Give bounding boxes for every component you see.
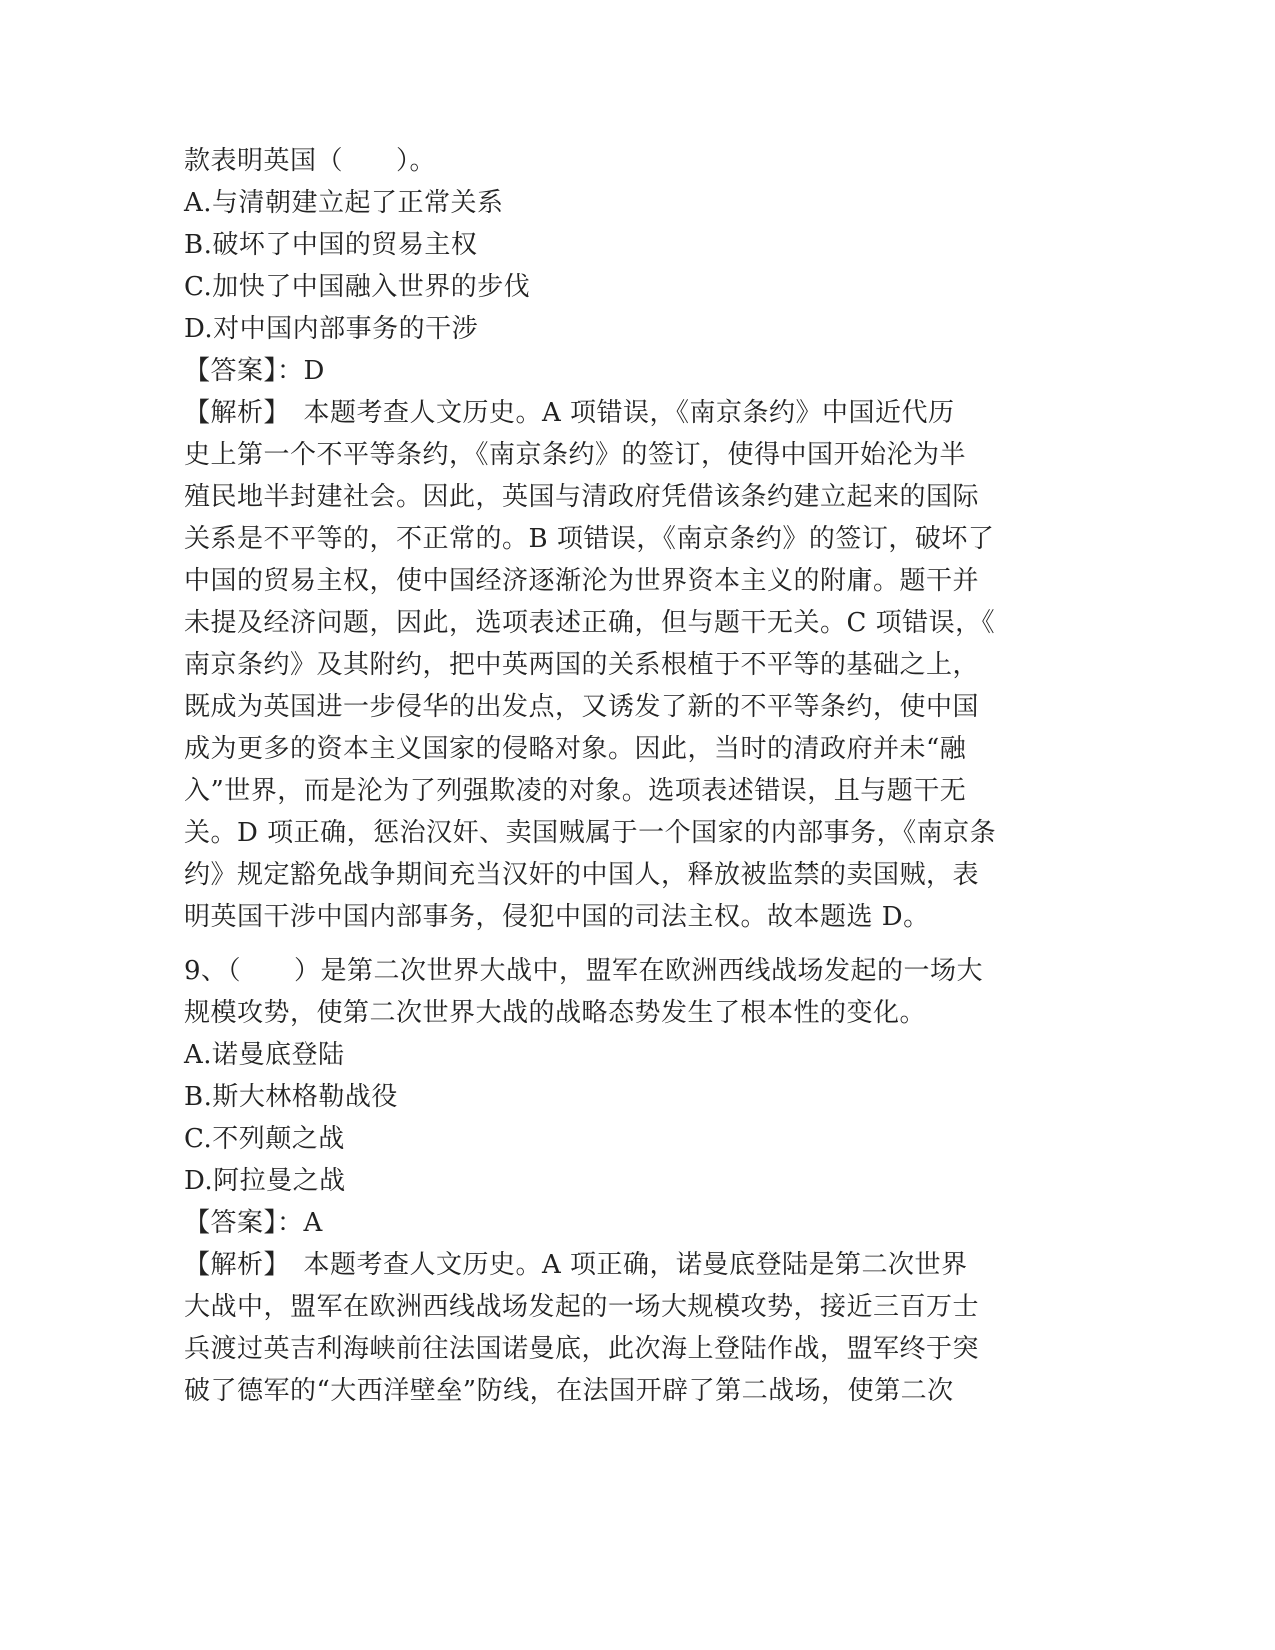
q8-analysis-line: 关系是不平等的，不正常的。B 项错误，《南京条约》的签订，破坏了 <box>184 524 995 554</box>
q9-stem-line: 9、（ ）是第二次世界大战中，盟军在欧洲西线战场发起的一场大 <box>184 956 984 986</box>
q9-answer: 【答案】：A <box>184 1208 323 1238</box>
q8-analysis-line: 殖民地半封建社会。因此，英国与清政府凭借该条约建立起来的国际 <box>184 482 980 512</box>
q8-analysis-line: 关。D 项正确，惩治汉奸、卖国贼属于一个国家的内部事务，《南京条 <box>184 818 997 848</box>
q8-stem-tail: 款表明英国（ ）。 <box>184 146 437 176</box>
q8-analysis-line: 【解析】 本题考查人文历史。A 项错误，《南京条约》中国近代历 <box>184 398 955 428</box>
q9-analysis-line: 【解析】 本题考查人文历史。A 项正确，诺曼底登陆是第二次世界 <box>184 1250 968 1280</box>
q8-analysis-line: 明英国干涉中国内部事务，侵犯中国的司法主权。故本题选 D。 <box>184 902 930 932</box>
q8-analysis-line: 未提及经济问题，因此，选项表述正确，但与题干无关。C 项错误，《 <box>184 608 996 638</box>
q8-option-c: C.加快了中国融入世界的步伐 <box>184 272 531 302</box>
q8-analysis-line: 成为更多的资本主义国家的侵略对象。因此，当时的清政府并未“融 <box>184 734 967 764</box>
q9-analysis-line: 大战中，盟军在欧洲西线战场发起的一场大规模攻势，接近三百万士 <box>184 1292 980 1322</box>
q9-analysis-line: 破了德军的“大西洋壁垒”防线，在法国开辟了第二战场，使第二次 <box>184 1376 954 1406</box>
q8-option-d: D.对中国内部事务的干涉 <box>184 314 479 344</box>
q9-option-b: B.斯大林格勒战役 <box>184 1082 398 1112</box>
q8-analysis-line: 中国的贸易主权，使中国经济逐渐沦为世界资本主义的附庸。题干并 <box>184 566 980 596</box>
q8-option-b: B.破坏了中国的贸易主权 <box>184 230 478 260</box>
q8-answer: 【答案】：D <box>184 356 325 386</box>
q8-analysis-line: 史上第一个不平等条约，《南京条约》的签订，使得中国开始沦为半 <box>184 440 967 470</box>
q8-analysis-line: 入”世界，而是沦为了列强欺凌的对象。选项表述错误，且与题干无 <box>184 776 967 806</box>
q9-analysis-line: 兵渡过英吉利海峡前往法国诺曼底，此次海上登陆作战，盟军终于突 <box>184 1334 980 1364</box>
q9-option-a: A.诺曼底登陆 <box>184 1040 345 1070</box>
q9-option-d: D.阿拉曼之战 <box>184 1166 346 1196</box>
q8-analysis-line: 约》规定豁免战争期间充当汉奸的中国人，释放被监禁的卖国贼，表 <box>184 860 980 890</box>
q9-option-c: C.不列颠之战 <box>184 1124 345 1154</box>
q8-analysis-line: 南京条约》及其附约，把中英两国的关系根植于不平等的基础之上， <box>184 650 980 680</box>
q8-analysis-line: 既成为英国进一步侵华的出发点，又诱发了新的不平等条约，使中国 <box>184 692 980 722</box>
q8-option-a: A.与清朝建立起了正常关系 <box>184 188 504 218</box>
q9-stem-line: 规模攻势，使第二次世界大战的战略态势发生了根本性的变化。 <box>184 998 927 1028</box>
